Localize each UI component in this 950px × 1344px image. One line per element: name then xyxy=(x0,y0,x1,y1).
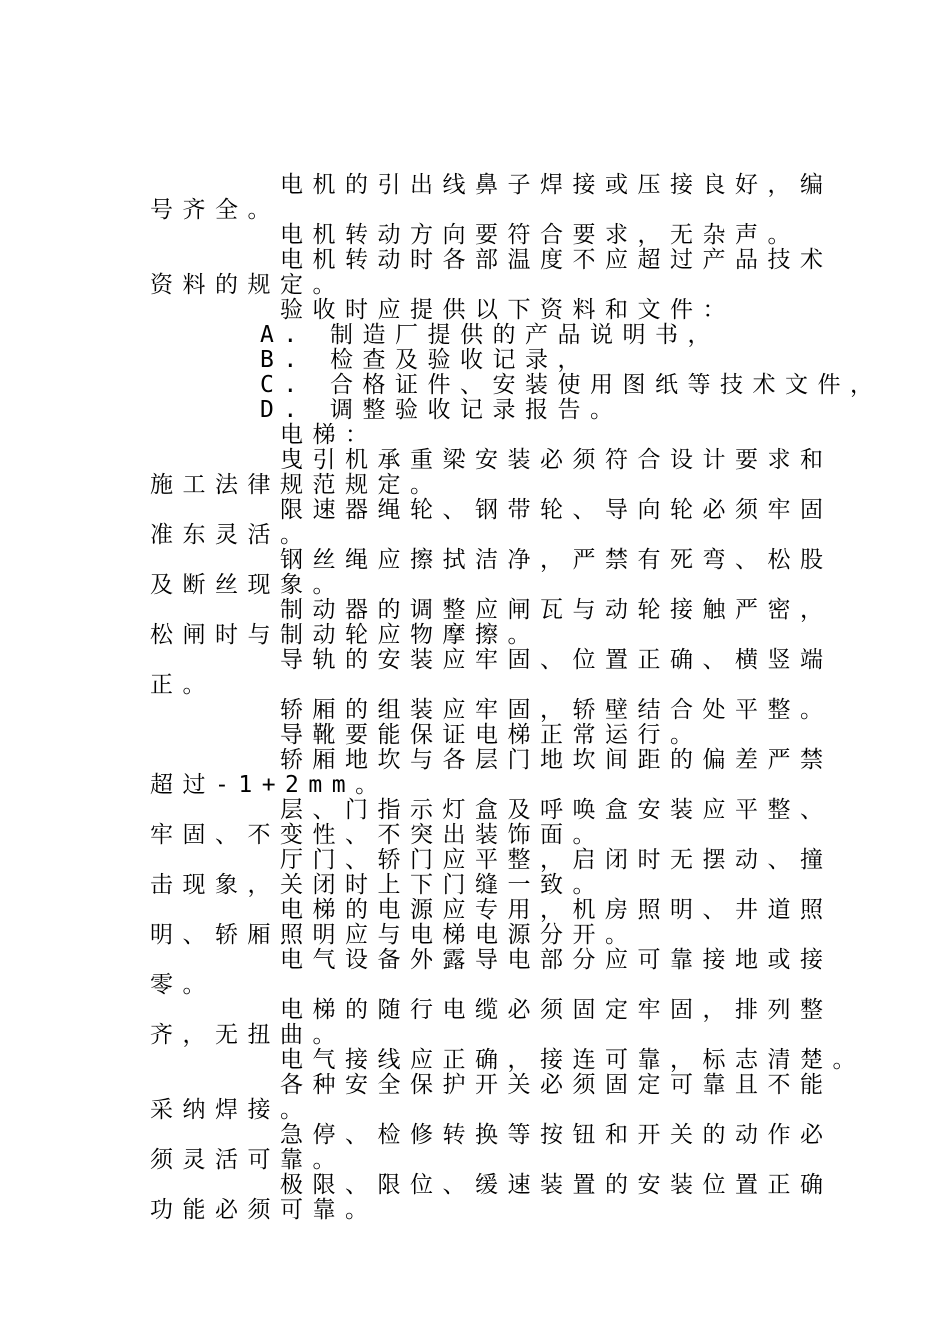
text-line: 功能必须可靠。 xyxy=(150,1197,378,1223)
text-line: 电气接线应正确，接连可靠，标志清楚。 xyxy=(280,1047,865,1073)
text-line: 厅门、轿门应平整，启闭时无摆动、撞 xyxy=(280,847,833,873)
text-line: 导轨的安装应牢固、位置正确、横竖端 xyxy=(280,647,833,673)
text-line: 击现象，关闭时上下门缝一致。 xyxy=(150,872,605,898)
text-line: 及断丝现象。 xyxy=(150,572,345,598)
text-line: 极限、限位、缓速装置的安装位置正确 xyxy=(280,1172,833,1198)
text-line: 电机转动方向要符合要求，无杂声。 xyxy=(280,222,800,248)
text-line: 明、轿厢照明应与电梯电源分开。 xyxy=(150,922,638,948)
text-line: 号齐全。 xyxy=(150,197,280,223)
text-line: 制动器的调整应闸瓦与动轮接触严密， xyxy=(280,597,833,623)
text-line: 电气设备外露导电部分应可靠接地或接 xyxy=(280,947,833,973)
text-line: 正。 xyxy=(150,672,215,698)
text-line: 施工法律规范规定。 xyxy=(150,472,443,498)
text-line: 牢固、不变性、不突出装饰面。 xyxy=(150,822,605,848)
text-line: D. 调整验收记录报告。 xyxy=(260,397,623,423)
text-line: C. 合格证件、安装使用图纸等技术文件， xyxy=(260,372,883,398)
text-line: 电机的引出线鼻子焊接或压接良好，编 xyxy=(280,172,833,198)
text-line: 须灵活可靠。 xyxy=(150,1147,345,1173)
text-line: 采纳焊接。 xyxy=(150,1097,313,1123)
text-line: 导靴要能保证电梯正常运行。 xyxy=(280,722,703,748)
text-line: 验收时应提供以下资料和文件： xyxy=(280,297,735,323)
text-line: 曳引机承重梁安装必须符合设计要求和 xyxy=(280,447,833,473)
text-line: 齐，无扭曲。 xyxy=(150,1022,345,1048)
document-page xyxy=(150,172,883,1223)
text-line: 电梯： xyxy=(280,422,378,448)
text-line: 钢丝绳应擦拭洁净，严禁有死弯、松股 xyxy=(280,547,833,573)
text-line: 电机转动时各部温度不应超过产品技术 xyxy=(280,247,833,273)
text-line: 层、门指示灯盒及呼唤盒安装应平整、 xyxy=(280,797,833,823)
text-line: 限速器绳轮、钢带轮、导向轮必须牢固 xyxy=(280,497,833,523)
text-line: 电梯的随行电缆必须固定牢固，排列整 xyxy=(280,997,833,1023)
text-line: 准东灵活。 xyxy=(150,522,313,548)
text-line: 资料的规定。 xyxy=(150,272,345,298)
text-line: 超过-1+2mm。 xyxy=(150,772,388,798)
text-line: 急停、检修转换等按钮和开关的动作必 xyxy=(280,1122,833,1148)
text-line: 轿厢的组装应牢固，轿壁结合处平整。 xyxy=(280,697,833,723)
text-line: B. 检查及验收记录， xyxy=(260,347,591,373)
text-line: 各种安全保护开关必须固定可靠且不能 xyxy=(280,1072,833,1098)
text-line: 松闸时与制动轮应物摩擦。 xyxy=(150,622,540,648)
text-line: 零。 xyxy=(150,972,215,998)
text-line: A. 制造厂提供的产品说明书， xyxy=(260,322,721,348)
text-line: 电梯的电源应专用，机房照明、井道照 xyxy=(280,897,833,923)
text-line: 轿厢地坎与各层门地坎间距的偏差严禁 xyxy=(280,747,833,773)
